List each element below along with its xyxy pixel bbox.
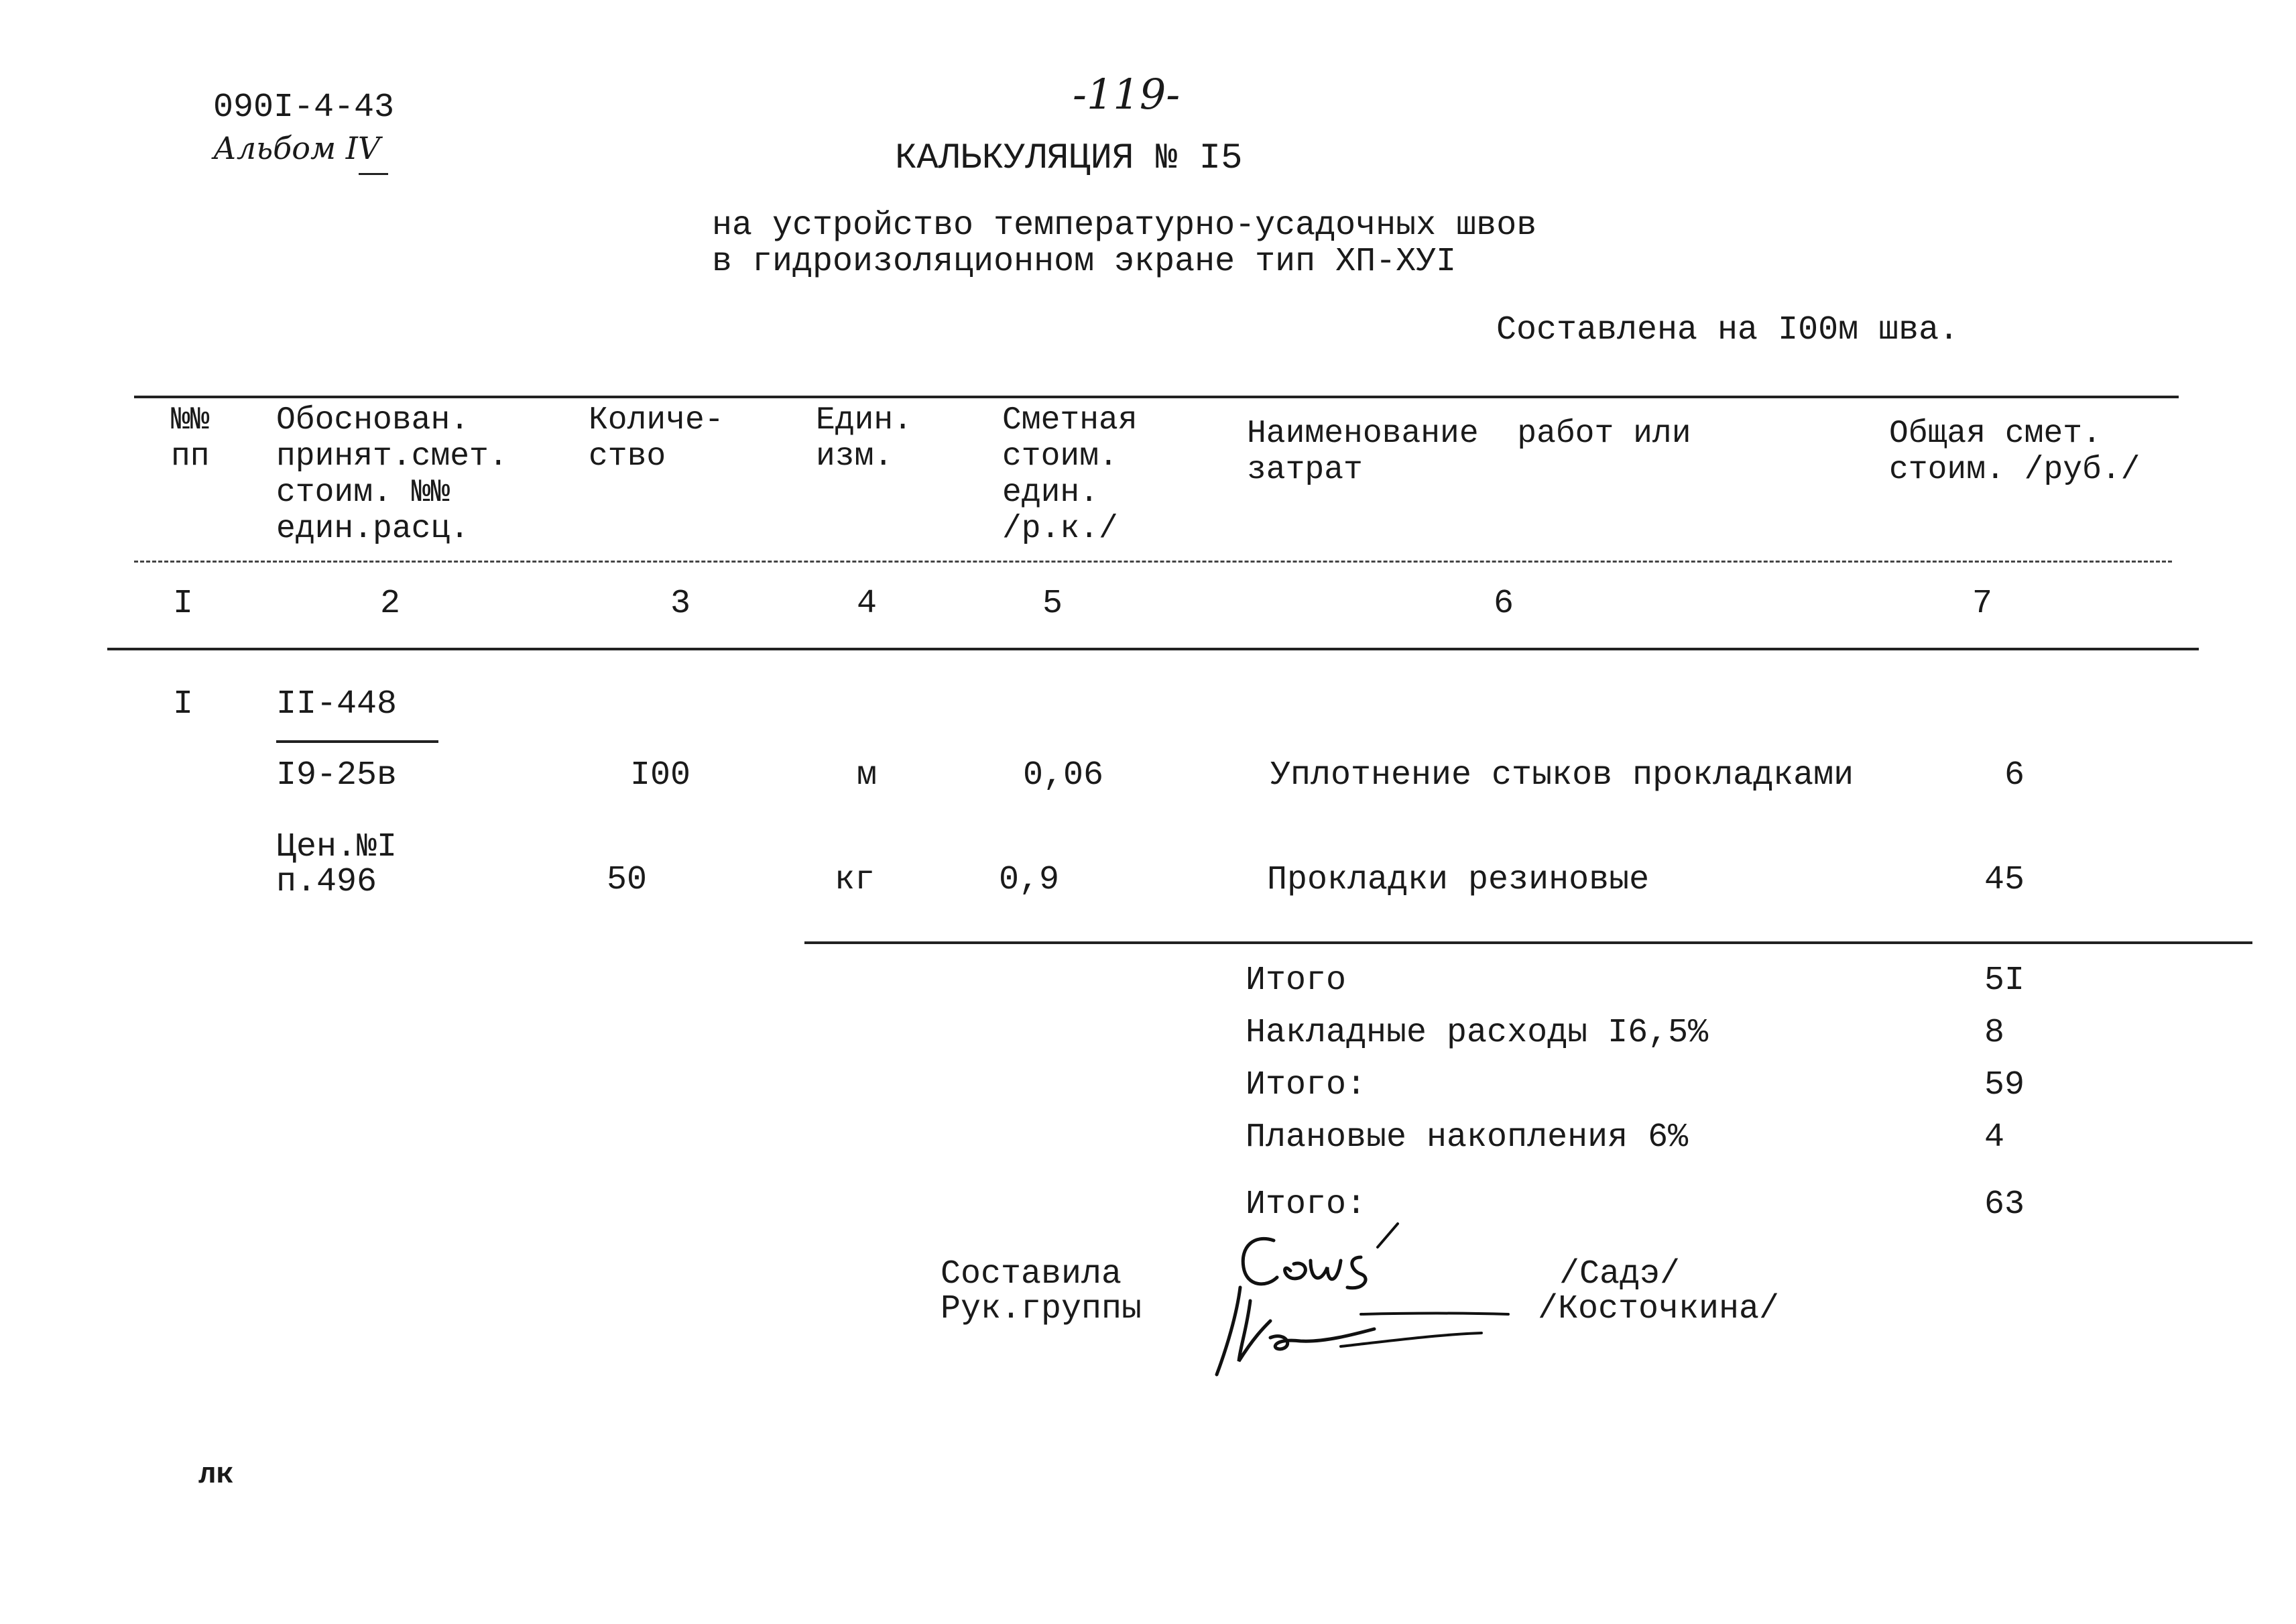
signature-name-2: /Косточкина/	[1538, 1290, 1780, 1328]
subtitle-line-2: в гидроизоляционном экране тип ХП-ХУI	[712, 243, 1457, 281]
summary-value-planned-savings: 4	[1984, 1118, 2005, 1157]
header-unit-price: Сметная стоим. един. /р.к./	[1002, 402, 1138, 547]
summary-value-total-1: 59	[1984, 1066, 2025, 1104]
handwritten-signature-2	[1200, 1274, 1515, 1381]
album-underline	[359, 173, 388, 175]
page-title: КАЛЬКУЛЯЦИЯ № I5	[895, 138, 1243, 179]
col-number-6: 6	[1494, 585, 1514, 623]
header-number: №№ пп	[171, 402, 210, 475]
row-basis-divider	[276, 740, 438, 743]
signature-role-group-lead: Рук.группы	[941, 1290, 1142, 1328]
table-row-1-total: 6	[2004, 756, 2025, 795]
col-number-1: I	[173, 585, 194, 623]
header-unit: Един. изм.	[816, 402, 913, 475]
basis-note: Составлена на I00м шва.	[1496, 311, 1959, 349]
col-number-7: 7	[1972, 585, 1993, 623]
table-colnum-rule	[107, 648, 2199, 650]
signature-role-compiled-by: Составила	[941, 1255, 1122, 1293]
table-row-2-name: Прокладки резиновые	[1267, 861, 1650, 899]
table-top-rule	[134, 396, 2179, 398]
header-basis: Обоснован. принят.смет. стоим. №№ един.расц.	[276, 402, 508, 547]
summary-value-overhead: 8	[1984, 1014, 2005, 1052]
col-number-5: 5	[1042, 585, 1063, 623]
row-basis-reference: II-448	[276, 685, 398, 723]
summary-label-grand-total: Итого:	[1246, 1185, 1367, 1224]
signature-name-1: /Садэ/	[1559, 1255, 1681, 1293]
header-work-name: Наименование работ или затрат	[1247, 416, 1691, 488]
table-row-1-quantity: I00	[630, 756, 691, 795]
summary-label-overhead: Накладные расходы I6,5%	[1246, 1014, 1709, 1052]
table-row-2-total: 45	[1984, 861, 2025, 899]
header-total-cost: Общая смет. стоим. /руб./	[1889, 416, 2140, 488]
table-subtotal-rule	[804, 941, 2252, 944]
table-row-2-price: 0,9	[999, 861, 1060, 899]
table-row-2-unit: кг	[835, 861, 875, 899]
col-number-3: 3	[670, 585, 691, 623]
table-row-1-unit: м	[857, 756, 878, 795]
document-code: 090I-4-43	[213, 89, 395, 127]
album-label: Альбом IV	[213, 130, 381, 166]
page-number: -119-	[1073, 70, 1181, 119]
table-header-divider	[134, 561, 2172, 563]
header-quantity: Количе- ство	[589, 402, 724, 475]
summary-label-total-1: Итого:	[1246, 1066, 1367, 1104]
table-row-1-basis: I9-25в	[276, 756, 398, 795]
footer-mark: лк	[198, 1458, 234, 1492]
summary-label-planned-savings: Плановые накопления 6%	[1246, 1118, 1689, 1157]
summary-value-subtotal: 5I	[1984, 962, 2025, 1000]
table-row-1-name: Уплотнение стыков прокладками	[1270, 756, 1854, 795]
subtitle-line-1: на устройство температурно-усадочных швов	[712, 207, 1537, 245]
summary-label-subtotal: Итого	[1246, 962, 1347, 1000]
table-row-2-quantity: 50	[607, 861, 648, 899]
col-number-4: 4	[857, 585, 878, 623]
col-number-2: 2	[380, 585, 401, 623]
table-row-1-price: 0,06	[1023, 756, 1104, 795]
table-row-2-basis: Цен.№I п.496	[276, 828, 398, 901]
summary-value-grand-total: 63	[1984, 1185, 2025, 1224]
row-number: I	[173, 685, 194, 723]
